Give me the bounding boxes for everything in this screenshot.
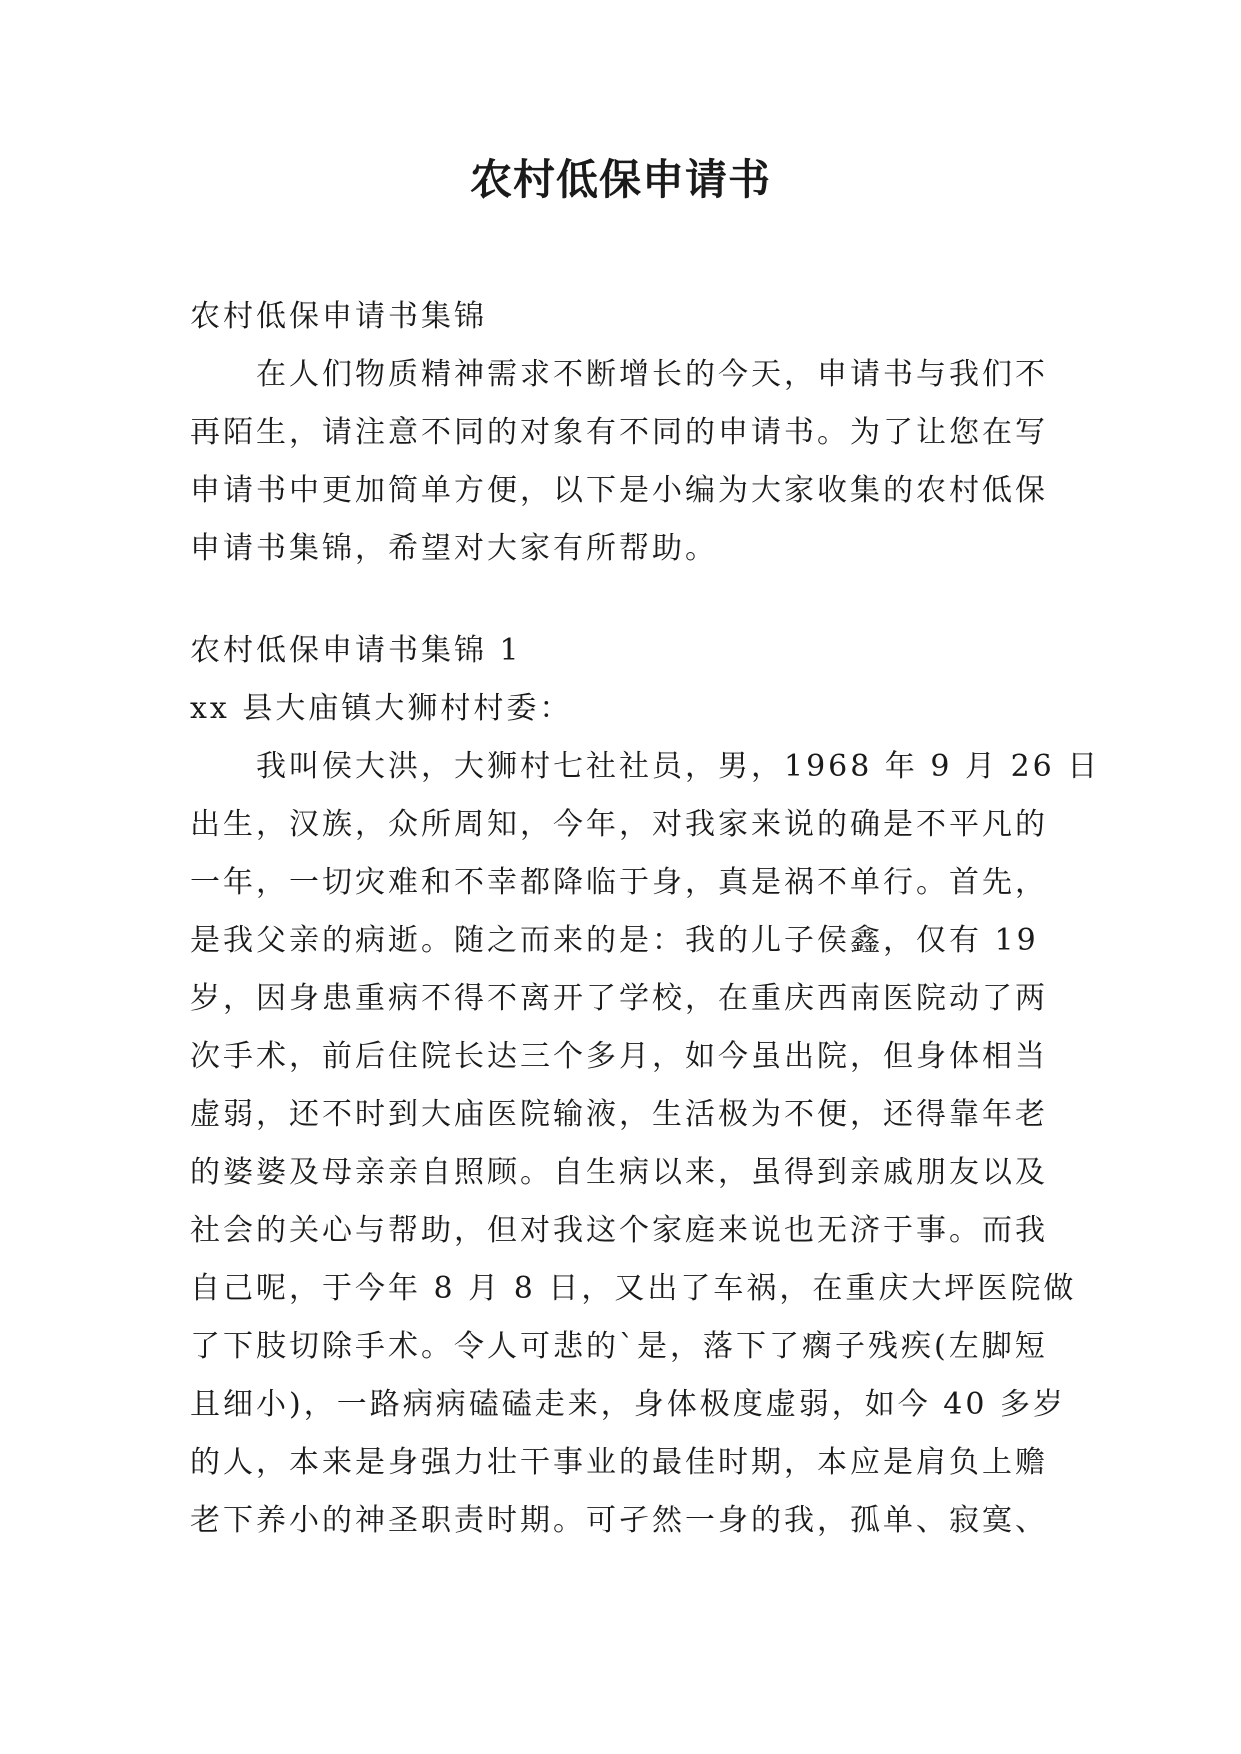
letter-paragraph-line: 岁，因身患重病不得不离开了学校，在重庆西南医院动了两: [190, 981, 1048, 1016]
intro-paragraph-line: 申请书中更加简单方便，以下是小编为大家收集的农村低保: [190, 473, 1048, 508]
document-body: [190, 288, 1101, 1550]
letter-paragraph-line: 次手术，前后住院长达三个多月，如今虽出院，但身体相当: [190, 1039, 1048, 1074]
letter-paragraph-line: 是我父亲的病逝。随之而来的是：我的儿子侯鑫，仅有 19: [190, 923, 1039, 958]
letter-paragraph-line: 出生，汉族，众所周知，今年，对我家来说的确是不平凡的: [190, 807, 1048, 842]
letter-paragraph-line: 老下养小的神圣职责时期。可孑然一身的我，孤单、寂寞、: [190, 1503, 1048, 1538]
letter-paragraph-line: 了下肢切除手术。令人可悲的`是，落下了瘸子残疾(左脚短: [190, 1329, 1048, 1364]
letter-paragraph-line: 虚弱，还不时到大庙医院输液，生活极为不便，还得靠年老: [190, 1097, 1048, 1132]
document-title: 农村低保申请书: [469, 155, 771, 204]
letter-paragraph-line: 自己呢，于今年 8 月 8 日，又出了车祸，在重庆大坪医院做: [190, 1271, 1077, 1306]
salutation: xx 县大庙镇大狮村村委：: [190, 691, 573, 726]
letter-paragraph-line: 一年，一切灾难和不幸都降临于身，真是祸不单行。首先，: [190, 865, 1048, 900]
intro-paragraph-line: 申请书集锦，希望对大家有所帮助。: [190, 531, 718, 566]
intro-paragraph-line: 再陌生，请注意不同的对象有不同的申请书。为了让您在写: [190, 415, 1048, 450]
intro-paragraph-line: 在人们物质精神需求不断增长的今天，申请书与我们不: [256, 357, 1048, 392]
letter-paragraph-line: 的人，本来是身强力壮干事业的最佳时期，本应是肩负上赡: [190, 1445, 1048, 1480]
letter-paragraph-line: 的婆婆及母亲亲自照顾。自生病以来，虽得到亲戚朋友以及: [190, 1155, 1048, 1190]
letter-paragraph-line: 社会的关心与帮助，但对我这个家庭来说也无济于事。而我: [190, 1213, 1048, 1248]
section-heading: 农村低保申请书集锦 1: [190, 633, 522, 668]
letter-paragraph-line: 我叫侯大洪，大狮村七社社员，男，1968 年 9 月 26 日: [256, 749, 1101, 784]
intro-heading: 农村低保申请书集锦: [190, 299, 487, 334]
letter-paragraph-line: 且细小)，一路病病磕磕走来，身体极度虚弱，如今 40 多岁: [190, 1387, 1066, 1422]
